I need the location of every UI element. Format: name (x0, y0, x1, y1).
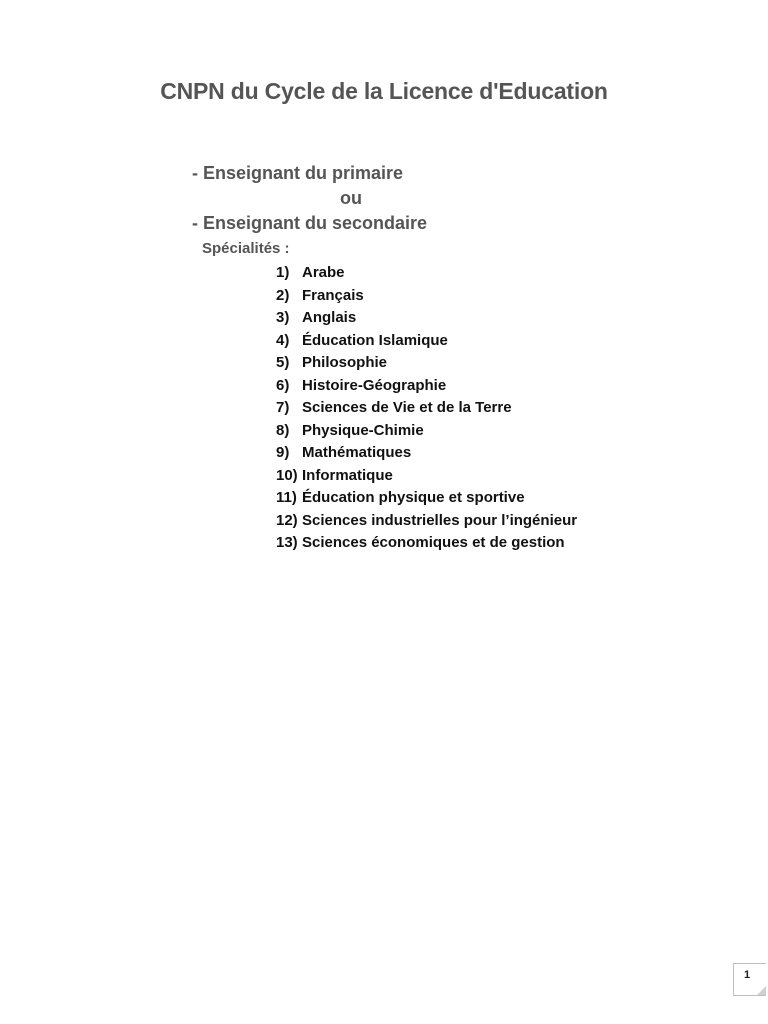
page-title: CNPN du Cycle de la Licence d'Education (160, 78, 608, 104)
list-item-number: 12) (276, 511, 298, 529)
list-item (276, 397, 577, 420)
list-item (276, 262, 577, 285)
list-item-number: 8) (276, 421, 290, 439)
list-item (276, 510, 577, 533)
list-item-label: Éducation physique et sportive (302, 489, 525, 506)
list-item-number: 10) (276, 466, 298, 484)
list-item-label: Philosophie (302, 354, 388, 371)
list-item (276, 442, 577, 465)
list-item-number: 1) (276, 264, 290, 281)
list-item-number: 13) (276, 534, 298, 551)
list-item-label: Sciences économiques et de gestion (302, 534, 565, 551)
list-item-label: Sciences de Vie et de la Terre (302, 399, 512, 416)
specialties-heading: Spécialités : (202, 240, 290, 257)
list-item-label: Mathématiques (302, 444, 412, 461)
list-item-number: 7) (276, 399, 290, 416)
list-item (276, 330, 577, 353)
list-item (276, 465, 577, 488)
list-item (276, 487, 577, 510)
list-item-label: Éducation Islamique (302, 331, 448, 349)
list-item-label: Physique-Chimie (302, 421, 424, 439)
specialties-list (276, 262, 577, 555)
list-item (276, 420, 577, 443)
role-secondary: - Enseignant du secondaire (192, 213, 428, 233)
list-item (276, 307, 577, 330)
list-item (276, 352, 577, 375)
list-item (276, 375, 577, 398)
list-item-label: Histoire-Géographie (302, 376, 447, 394)
list-item-number: 3) (276, 309, 290, 326)
page-number-box (733, 963, 766, 996)
list-item (276, 285, 577, 308)
list-item-number: 2) (276, 286, 290, 304)
list-item-label: Informatique (302, 466, 393, 484)
list-item (276, 532, 577, 555)
page-number: 1 (744, 969, 751, 981)
list-item-number: 11) (276, 489, 297, 506)
list-item-label: Sciences industrielles pour l’ingénieur (302, 511, 578, 529)
list-item-number: 9) (276, 444, 290, 461)
list-item-number: 4) (276, 331, 290, 349)
list-item-number: 5) (276, 354, 290, 371)
list-item-label: Français (302, 286, 364, 304)
or-separator: ou (340, 188, 362, 208)
list-item-label: Arabe (302, 264, 345, 281)
role-primary: - Enseignant du primaire (192, 163, 404, 183)
list-item-number: 6) (276, 376, 290, 394)
list-item-label: Anglais (302, 309, 357, 326)
